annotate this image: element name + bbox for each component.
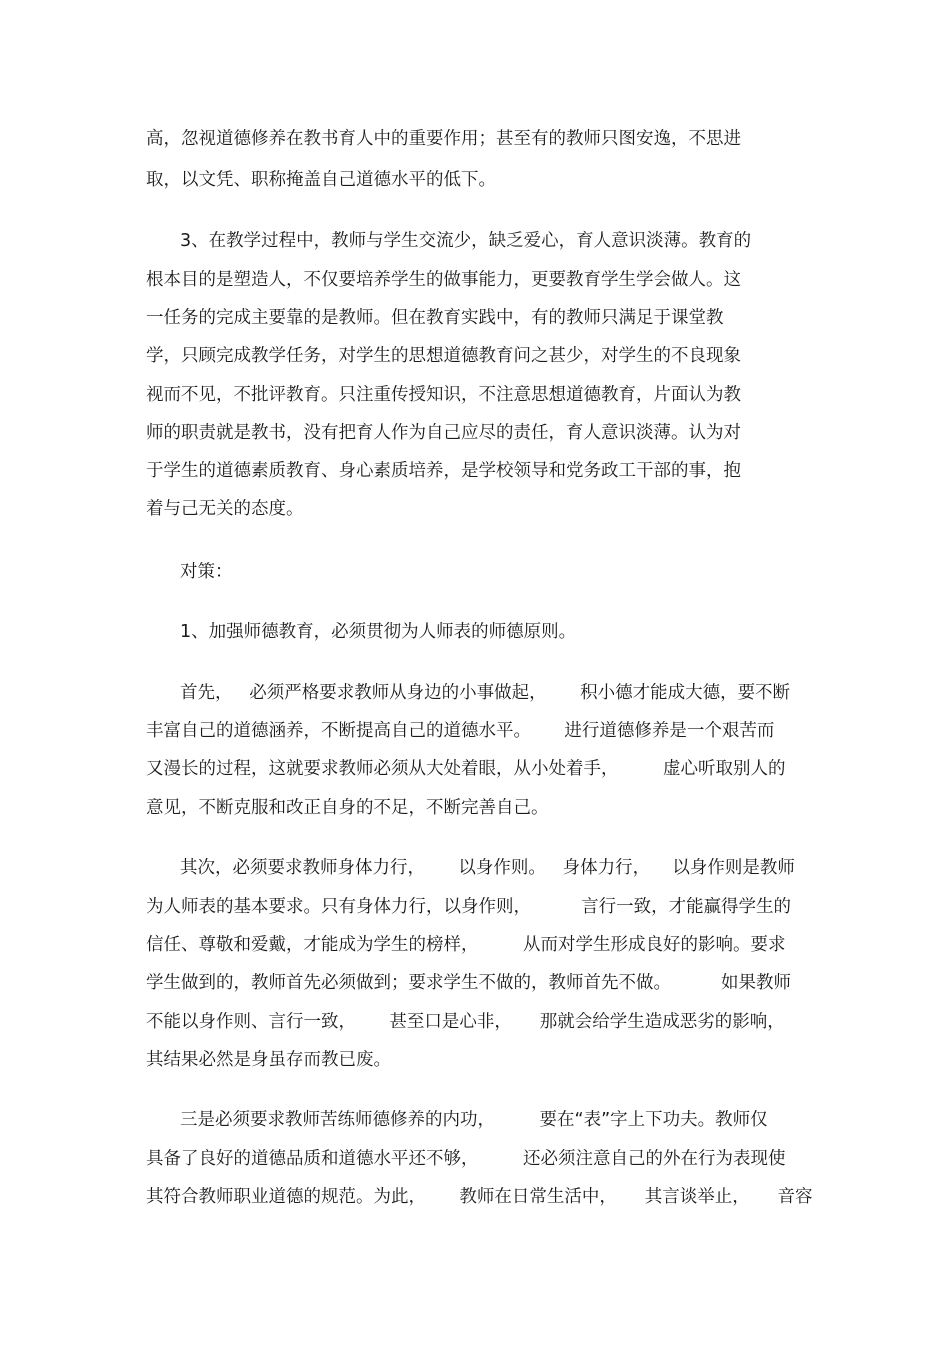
text-line: 一任务的完成主要靠的是教师。但在教育实践中，有的教师只满足于课堂教 bbox=[146, 308, 724, 328]
text-line: 着与己无关的态度。 bbox=[146, 499, 304, 519]
text-line: 其结果必然是身虽存而教已废。 bbox=[146, 1050, 391, 1070]
text-line: 不能以身作则、言行一致， 甚至口是心非， 那就会给学生造成恶劣的影响， bbox=[146, 1012, 785, 1032]
text-line: 具备了良好的道德品质和道德水平还不够， 还必须注意自己的外在行为表现使 bbox=[146, 1149, 786, 1169]
text-line: 为人师表的基本要求。只有身体力行，以身作则， 言行一致，才能赢得学生的 bbox=[146, 897, 792, 917]
text-line: 取，以文凭、职称掩盖自己道德水平的低下。 bbox=[146, 170, 496, 190]
text-line: 高，忽视道德修养在教书育人中的重要作用；甚至有的教师只图安逸，不思进 bbox=[146, 129, 741, 149]
text-line: 其次，必须要求教师身体力行， 以身作则。 身体力行， 以身作则是教师 bbox=[180, 858, 795, 878]
text-line: 根本目的是塑造人，不仅要培养学生的做事能力，更要教育学生学会做人。这 bbox=[146, 270, 741, 290]
text-line: 其符合教师职业道德的规范。为此， 教师在日常生活中， 其言谈举止， 音容 bbox=[146, 1187, 813, 1207]
section-heading: 对策： bbox=[180, 562, 233, 582]
text-line: 学生做到的，教师首先必须做到；要求学生不做的，教师首先不做。 如果教师 bbox=[146, 973, 792, 993]
text-line: 1、加强师德教育，必须贯彻为人师表的师德原则。 bbox=[180, 622, 577, 642]
text-line: 学，只顾完成教学任务，对学生的思想道德教育问之甚少，对学生的不良现象 bbox=[146, 346, 741, 366]
text-line: 丰富自己的道德涵养，不断提高自己的道德水平。 进行道德修养是一个艰苦而 bbox=[146, 721, 775, 741]
text-line: 师的职责就是教书，没有把育人作为自己应尽的责任，育人意识淡薄。认为对 bbox=[146, 423, 741, 443]
text-line: 于学生的道德素质教育、身心素质培养，是学校领导和党务政工干部的事，抱 bbox=[146, 461, 741, 481]
text-line: 信任、尊敬和爱戴，才能成为学生的榜样， 从而对学生形成良好的影响。要求 bbox=[146, 935, 786, 955]
text-line: 三是必须要求教师苦练师德修养的内功， 要在“表”字上下功夫。教师仅 bbox=[180, 1110, 768, 1130]
text-line: 意见，不断克服和改正自身的不足，不断完善自己。 bbox=[146, 798, 549, 818]
text-line: 首先， 必须严格要求教师从身边的小事做起， 积小德才能成大德，要不断 bbox=[180, 683, 791, 703]
text-line: 3、在教学过程中，教师与学生交流少，缺乏爱心，育人意识淡薄。教育的 bbox=[180, 231, 752, 251]
text-line: 视而不见，不批评教育。只注重传授知识，不注意思想道德教育，片面认为教 bbox=[146, 385, 741, 405]
text-line: 又漫长的过程，这就要求教师必须从大处着眼，从小处着手， 虚心听取别人的 bbox=[146, 759, 786, 779]
